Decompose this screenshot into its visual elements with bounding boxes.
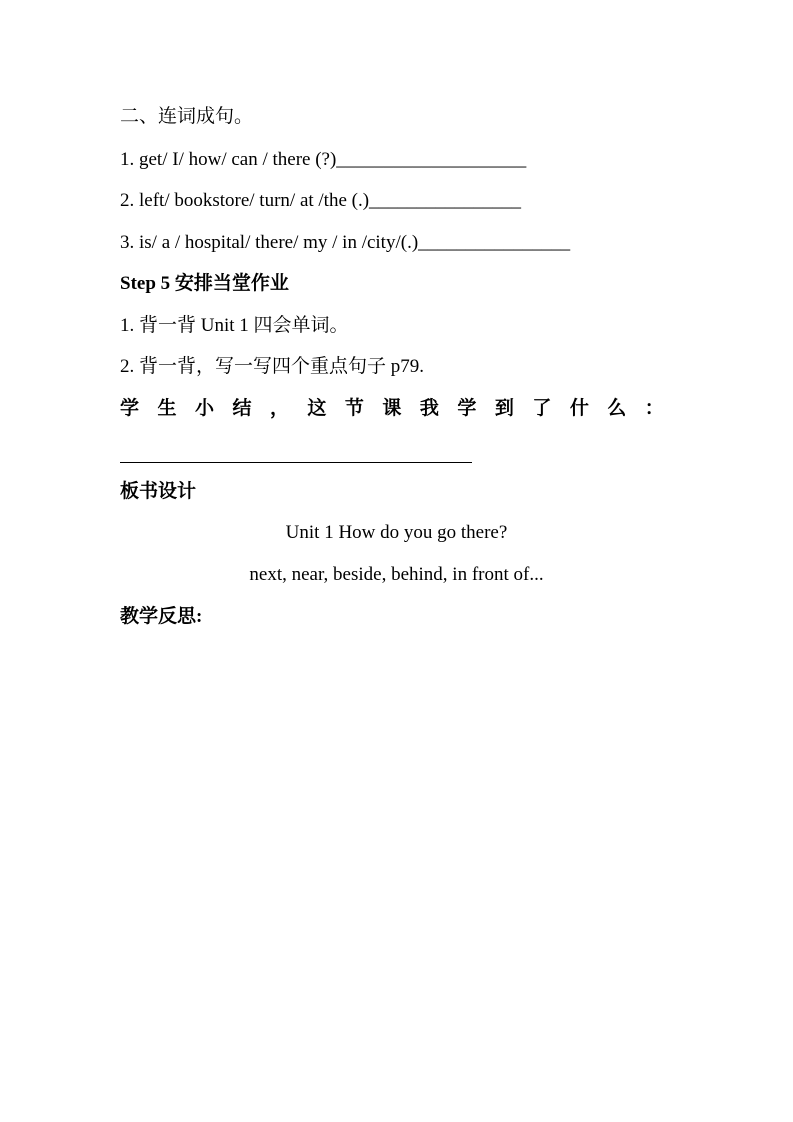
summary-char: ： xyxy=(644,398,664,419)
summary-answer-line xyxy=(120,462,472,463)
summary-prompt xyxy=(120,397,664,421)
homework-item-2: 2. 背一背，写一写四个重点句子 p79. xyxy=(120,356,425,377)
board-words: next, near, beside, behind, in front of... xyxy=(249,564,544,585)
summary-char: 这 xyxy=(307,398,327,419)
summary-char: 我 xyxy=(419,398,439,419)
homework-item-1: 1. 背一背 Unit 1 四会单词。 xyxy=(120,315,349,336)
summary-char: 什 xyxy=(569,398,589,419)
homework-heading: Step 5 安排当堂作业 xyxy=(120,273,289,294)
summary-char: ， xyxy=(269,398,289,419)
exercise-item-2: 2. left/ bookstore/ turn/ at /the (.)________________ xyxy=(120,190,522,211)
summary-char: 学 xyxy=(457,398,477,419)
reflection-heading: 教学反思: xyxy=(120,606,203,627)
exercise-heading: 二、连词成句。 xyxy=(120,106,254,127)
board-title: Unit 1 How do you go there? xyxy=(285,522,508,543)
summary-char: 结 xyxy=(232,398,252,419)
summary-char: 了 xyxy=(532,398,552,419)
board-heading: 板书设计 xyxy=(120,481,197,502)
summary-char: 生 xyxy=(157,398,177,419)
summary-char: 小 xyxy=(194,398,214,419)
exercise-item-1: 1. get/ I/ how/ can / there (?)____________________ xyxy=(120,149,527,170)
summary-char: 课 xyxy=(382,398,402,419)
summary-char: 到 xyxy=(494,398,514,419)
summary-char: 么 xyxy=(607,398,627,419)
summary-char: 学 xyxy=(120,398,140,419)
exercise-item-3: 3. is/ a / hospital/ there/ my / in /city/(.)________________ xyxy=(120,232,571,253)
summary-char: 节 xyxy=(344,398,364,419)
